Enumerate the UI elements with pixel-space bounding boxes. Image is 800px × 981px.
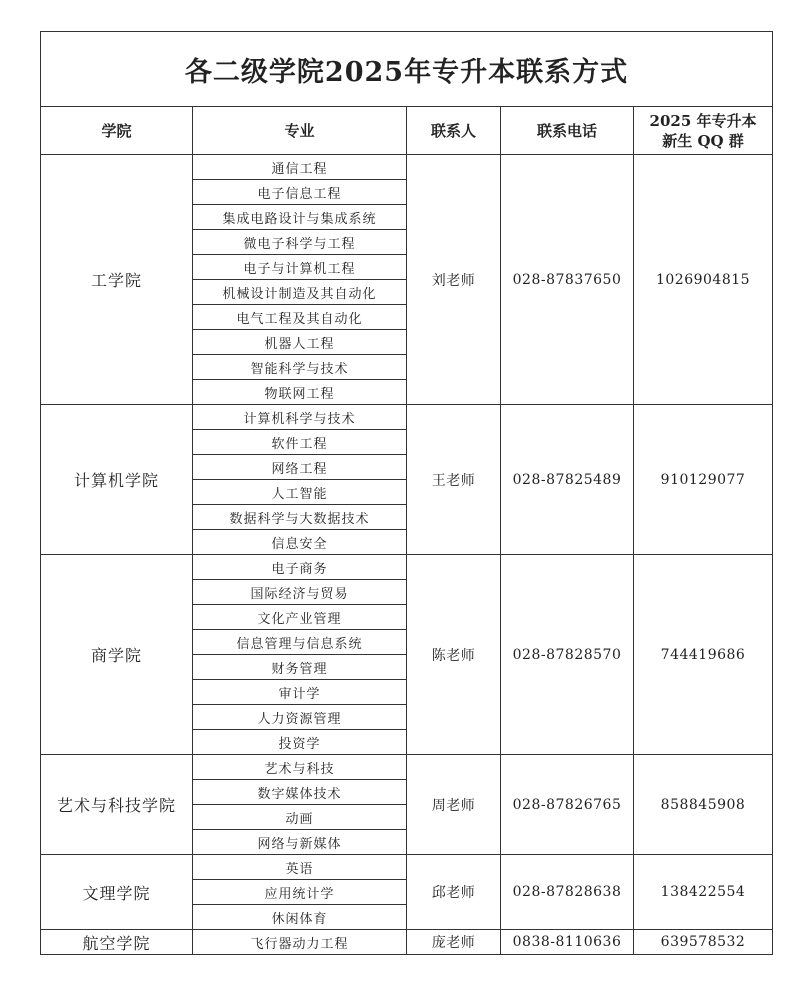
contact-phone: 0838-8110636 [501,930,634,955]
table-row [41,155,773,180]
major-name: 艺术与科技 [193,755,407,780]
qq-group-number: 744419686 [634,555,773,755]
table-row [41,930,773,955]
major-name: 数字媒体技术 [193,780,407,805]
major-name: 国际经济与贸易 [193,580,407,605]
header-major: 专业 [193,107,407,155]
major-name: 机械设计制造及其自动化 [193,280,407,305]
major-name: 通信工程 [193,155,407,180]
header-qq-group [634,107,773,155]
contact-person: 刘老师 [407,155,501,405]
qq-group-number: 910129077 [634,405,773,555]
college-name: 航空学院 [41,930,193,955]
qq-group-number: 138422554 [634,855,773,930]
header-qq-line2: 新生 QQ 群 [662,131,744,150]
major-name: 飞行器动力工程 [193,930,407,955]
major-name: 智能科学与技术 [193,355,407,380]
college-name: 文理学院 [41,855,193,930]
college-name: 工学院 [41,155,193,405]
major-name: 网络与新媒体 [193,830,407,855]
college-name: 计算机学院 [41,405,193,555]
major-name: 电子信息工程 [193,180,407,205]
contact-person: 庞老师 [407,930,501,955]
contact-person: 邱老师 [407,855,501,930]
major-name: 信息管理与信息系统 [193,630,407,655]
contact-sheet [40,31,772,955]
major-name: 计算机科学与技术 [193,405,407,430]
major-name: 电子商务 [193,555,407,580]
header-qq-line1: 2025 年专升本 [649,111,757,130]
qq-group-number: 858845908 [634,755,773,855]
contact-person: 王老师 [407,405,501,555]
qq-group-number: 1026904815 [634,155,773,405]
major-name: 机器人工程 [193,330,407,355]
page-title: 各二级学院2025年专升本联系方式 [41,32,773,107]
contact-table [40,31,773,955]
contact-phone: 028-87826765 [501,755,634,855]
header-contact: 联系人 [407,107,501,155]
major-name: 信息安全 [193,530,407,555]
header-college: 学院 [41,107,193,155]
major-name: 投资学 [193,730,407,755]
table-row [41,755,773,780]
major-name: 文化产业管理 [193,605,407,630]
major-name: 审计学 [193,680,407,705]
major-name: 动画 [193,805,407,830]
contact-phone: 028-87837650 [501,155,634,405]
contact-person: 陈老师 [407,555,501,755]
major-name: 微电子科学与工程 [193,230,407,255]
college-name: 艺术与科技学院 [41,755,193,855]
major-name: 人力资源管理 [193,705,407,730]
table-row [41,555,773,580]
header-phone: 联系电话 [501,107,634,155]
major-name: 物联网工程 [193,380,407,405]
header-row [41,107,773,155]
major-name: 电子与计算机工程 [193,255,407,280]
contact-phone: 028-87828638 [501,855,634,930]
contact-phone: 028-87828570 [501,555,634,755]
table-row [41,855,773,880]
major-name: 休闲体育 [193,905,407,930]
qq-group-number: 639578532 [634,930,773,955]
college-name: 商学院 [41,555,193,755]
major-name: 英语 [193,855,407,880]
major-name: 应用统计学 [193,880,407,905]
major-name: 集成电路设计与集成系统 [193,205,407,230]
contact-person: 周老师 [407,755,501,855]
major-name: 财务管理 [193,655,407,680]
major-name: 人工智能 [193,480,407,505]
major-name: 网络工程 [193,455,407,480]
major-name: 电气工程及其自动化 [193,305,407,330]
major-name: 数据科学与大数据技术 [193,505,407,530]
major-name: 软件工程 [193,430,407,455]
contact-phone: 028-87825489 [501,405,634,555]
table-row [41,405,773,430]
